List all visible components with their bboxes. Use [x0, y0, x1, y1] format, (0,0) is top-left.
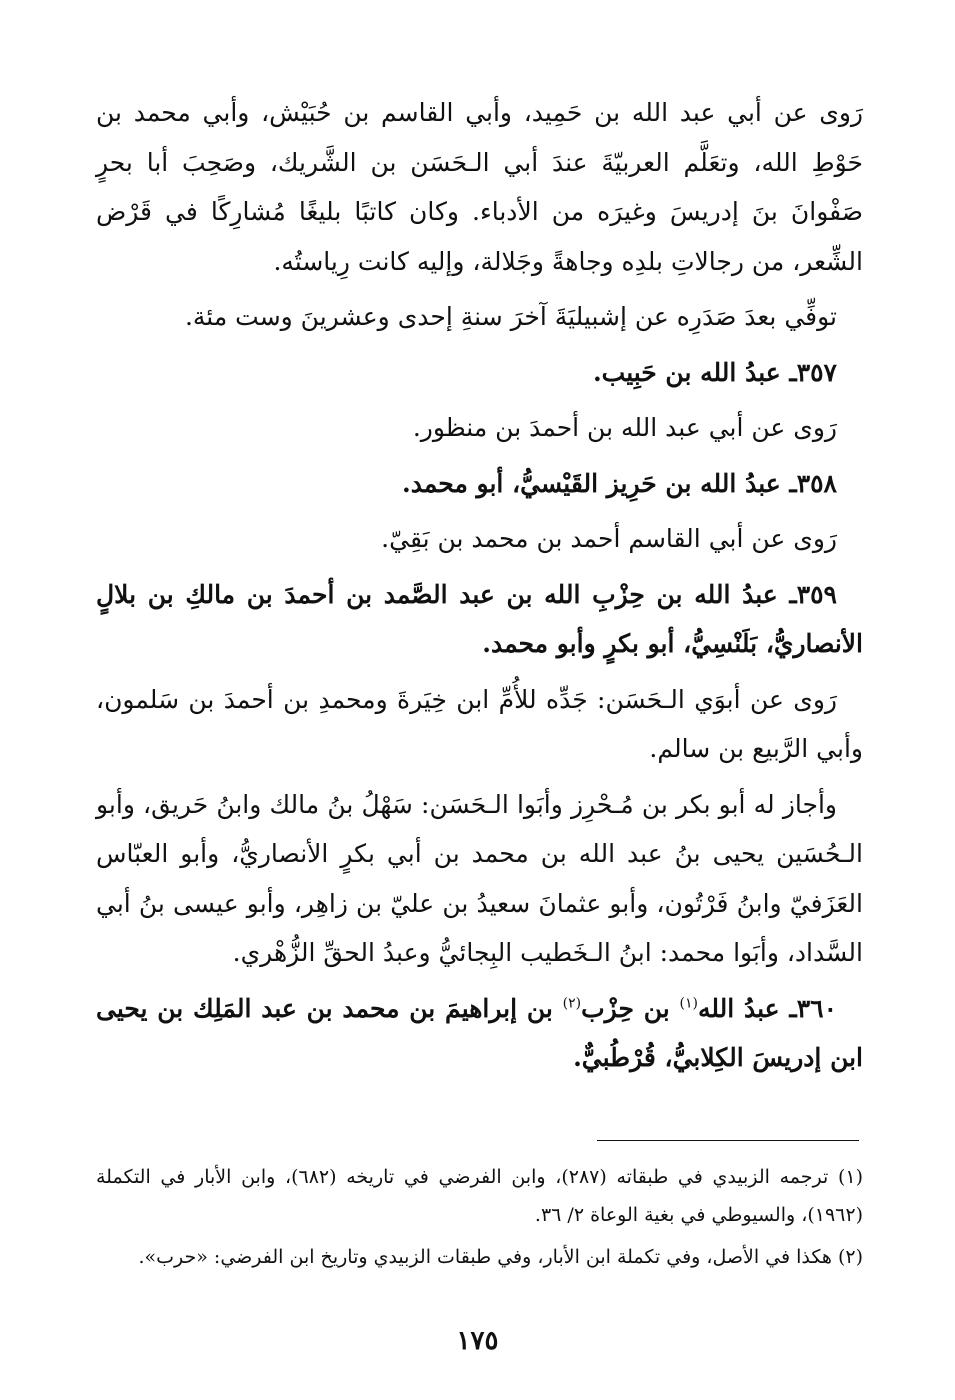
entry-357-heading	[96, 348, 863, 398]
entry-name: عبدُ الله بن حَبِيب.	[592, 357, 790, 387]
entry-name-part: عبدُ الله	[697, 993, 790, 1023]
entry-number: ٣٦٠ـ	[789, 993, 838, 1023]
entry-name: عبدُ الله بن حَرِيز القَيْسيُّ، أبو محمد.	[402, 468, 790, 498]
footnote-2: (٢) هكذا في الأصل، وفي تكملة ابن الأبار، وفي طبقات الزبيدي وتاريخ ابن الفرضي: «حرب».	[138, 1246, 863, 1268]
entry-name-part: بن حِزْب	[581, 993, 680, 1023]
footnote-1: (١) ترجمه الزبيدي في طبقاته (٢٨٧)، وابن الفرضي في تاريخه (٦٨٢)، وابن الأبار في التكملة (١٩٦٢)، والسيوطي في بغية الوعاة ٢/ ٣٦.	[96, 1166, 863, 1226]
paragraph-ijaza-359: وأجاز له أبو بكر بن مُـحْرِز وأبَوا الـحَسَن: سَهْلُ بنُ مالك وابنُ حَريق، وأبو الـحُسَين يحيى بنُ عبد الله بن محمد بن أبي بكرٍ الأنصاريُّ، وأبو العبّاس العَزَفيّ وابنُ فَرْتُون، وأبو عثمانَ سعيدُ بن عليّ بن زاهِر، وأبو عيسى بنُ أبي السَّداد، وأبَوا محمد: ابنُ الـخَطيب البِجائيُّ وعبدُ الحقِّ الزُّهْري.	[96, 789, 863, 967]
paragraph-narration-1: رَوى عن أبي عبد الله بن حَمِيد، وأبي القاسم بن حُبَيْش، وأبي محمد بن حَوْطِ الله، وتعَلَّم العربيّةَ عندَ أبي الـحَسَن بن الشَّريك، وصَحِبَ أبا بحرٍ صَفْوانَ بنَ إدريسَ وغيرَه من الأدباء. وكان كاتبًا بليغًا مُشارِكًا في قَرْض الشِّعر، من رجالاتِ بلدِه وجاهةً وجَلالة، وإليه كانت رِياستُه.	[96, 98, 863, 276]
entry-name-part: بن إبراهيمَ بن محمد بن عبد المَلِك بن يحيى ابن إدريسَ الكِلابيُّ، قُرْطُبيٌّ.	[96, 993, 863, 1072]
footnote-ref-2[interactable]: (٢)	[562, 995, 582, 1012]
entry-number: ٣٥٧ـ	[789, 357, 837, 387]
footnotes-section	[96, 1158, 863, 1280]
page-number: ١٧٥	[456, 1326, 499, 1356]
entry-number: ٣٥٨ـ	[789, 468, 837, 498]
paragraph-narration-357: رَوى عن أبي عبد الله بن أحمدَ بن منظور.	[412, 413, 837, 442]
entry-358-heading	[96, 459, 863, 509]
paragraph-narration-358: رَوى عن أبي القاسم أحمد بن محمد بن بَقِيّ.	[381, 524, 837, 553]
entry-360-heading	[96, 984, 863, 1083]
entry-name: عبدُ الله بن حِزْبِ الله بن عبد الصَّمد بن أحمدَ بن مالكِ بن بلالٍ الأنصاريُّ، بَلَنْسِيُّ، أبو بكرٍ وأبو محمد.	[96, 579, 863, 658]
entry-359-heading	[96, 570, 863, 669]
paragraph-death-note: توفِّي بعدَ صَدَرِه عن إشبيليَةَ آخرَ سنةِ إحدى وعشرينَ وست مئة.	[184, 302, 837, 331]
entry-number: ٣٥٩ـ	[789, 579, 837, 609]
paragraph-narration-359: رَوى عن أبوَي الـحَسَن: جَدِّه للأُمِّ ابن خِيَرةَ ومحمدِ بن أحمدَ بن سَلمون، وأبي الرَّبيع بن سالم.	[96, 684, 863, 763]
footnote-ref-1[interactable]: (١)	[679, 995, 698, 1012]
footnote-divider	[597, 1140, 859, 1141]
